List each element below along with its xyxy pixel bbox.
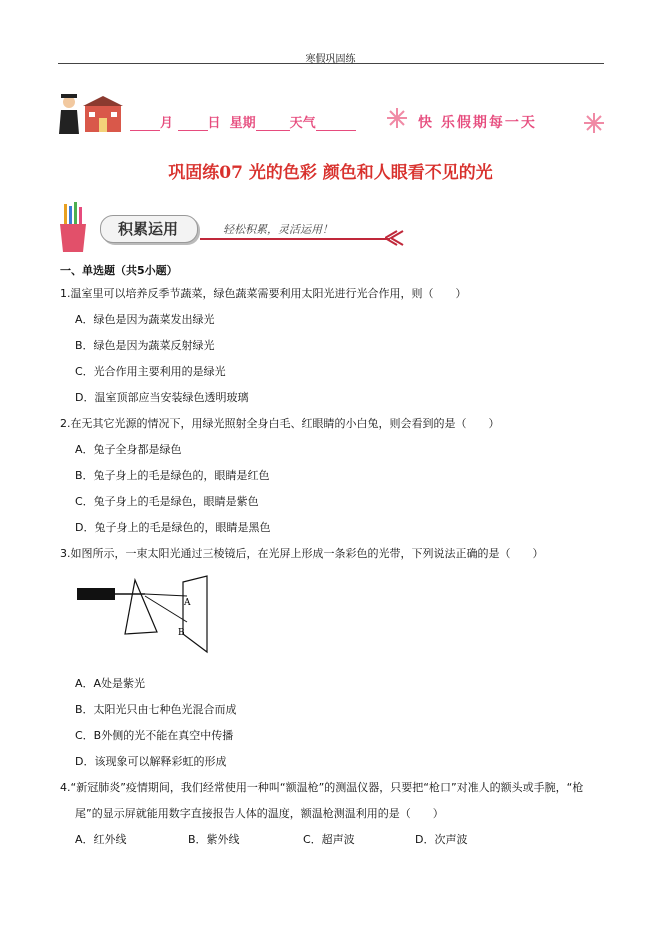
option-b: B．紫外线 [188,833,240,846]
header-divider [58,63,604,64]
option-a: A．红外线 [75,833,127,846]
question-stem: 2.在无其它光源的情况下，用绿光照射全身白毛、红眼睛的小白兔，则会看到的是（ ） [60,417,500,430]
option-b: B．绿色是因为蔬菜反射绿光 [75,339,215,352]
prism-figure [75,574,215,654]
option-c: C．超声波 [303,833,355,846]
day-label: 日 [207,116,221,131]
option-c: C．兔子身上的毛是绿色，眼睛是紫色 [75,495,259,508]
snowflake-icon [386,107,408,129]
figure-label-a: A [184,598,191,608]
date-fill-line [130,112,356,131]
option-c: C．B外侧的光不能在真空中传播 [75,729,234,742]
holiday-slogan: 快 乐假期每一天 [418,115,537,131]
page-title: 巩固练07 光的色彩 颜色和人眼看不见的光 [168,163,493,183]
banner-slogan: 轻松积累，灵活运用！ [223,223,333,236]
snowflake-icon [583,112,605,134]
question-stem: 1.温室里可以培养反季节蔬菜，绿色蔬菜需要利用太阳光进行光合作用，则（ ） [60,287,467,300]
banner-label: 积累运用 [117,220,178,238]
question-stem-continued: 尾”的显示屏就能用数字直接报告人体的温度，额温枪测温利用的是（ ） [75,807,444,820]
page-header: 寒假巩固练 [305,54,356,65]
question-stem: 3.如图所示，一束太阳光通过三棱镜后，在光屏上形成一条彩色的光带，下列说法正确的是（ ） [60,547,544,560]
question-stem: 4.“新冠肺炎”疫情期间，我们经常使用一种叫“额温枪”的测温仪器，只要把“枪口”对准人的额头或手腕，“枪 [60,781,584,794]
section-heading: 一、单选题（共5小题） [60,264,178,277]
option-a: A．兔子全身都是绿色 [75,443,182,456]
arrow-left-icon [385,229,405,247]
option-d: D．次声波 [415,833,468,846]
option-a: A．A处是紫光 [75,677,146,690]
pencil-cup-icon [58,202,88,254]
option-d: D．温室顶部应当安装绿色透明玻璃 [75,391,249,404]
figure-label-b: B [178,628,185,638]
weekday-label: 星期 [229,116,256,131]
option-b: B．太阳光只由七种色光混合而成 [75,703,237,716]
banner-underline [200,238,390,240]
school-graduate-icon [55,92,125,137]
option-a: A．绿色是因为蔬菜发出绿光 [75,313,215,326]
option-d: D．兔子身上的毛是绿色的，眼睛是黑色 [75,521,271,534]
option-c: C．光合作用主要利用的是绿光 [75,365,226,378]
weather-label: 天气 [289,116,316,131]
option-d: D．该现象可以解释彩虹的形成 [75,755,227,768]
option-b: B．兔子身上的毛是绿色的，眼睛是红色 [75,469,270,482]
month-label: 月 [160,116,174,131]
